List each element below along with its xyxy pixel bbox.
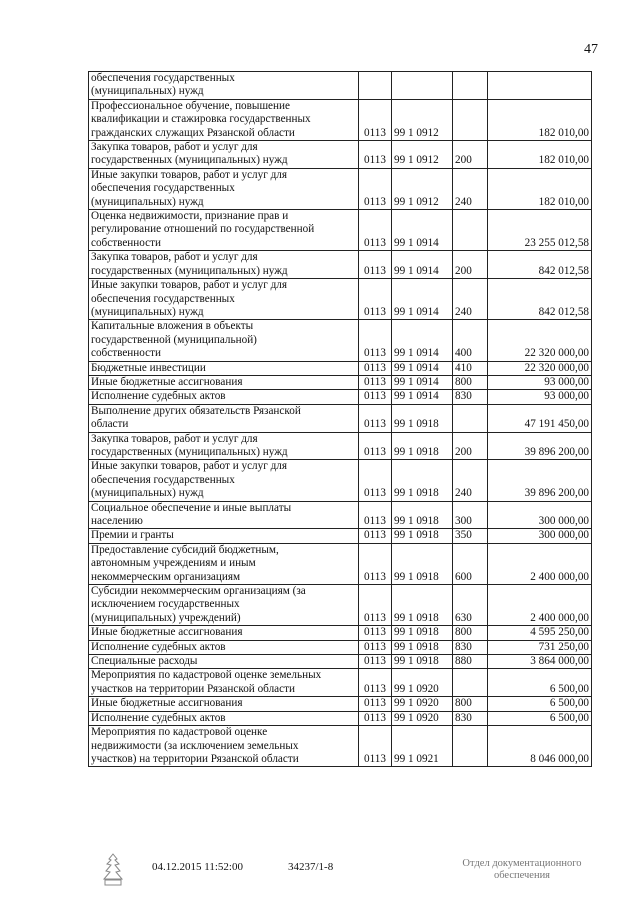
row-type: 830 bbox=[453, 390, 488, 404]
table-row bbox=[89, 460, 592, 501]
row-type: 600 bbox=[453, 543, 488, 584]
row-amount: 3 864 000,00 bbox=[488, 655, 592, 669]
row-section bbox=[359, 72, 392, 100]
row-name: Субсидии некоммерческим организациям (за исключением государственных (муниципальных) учреждений) bbox=[89, 585, 359, 626]
row-type bbox=[453, 72, 488, 100]
table-row bbox=[89, 655, 592, 669]
row-section: 0113 bbox=[359, 168, 392, 209]
row-section: 0113 bbox=[359, 726, 392, 767]
footer-department-stamp: Отдел документационного обеспечения bbox=[462, 858, 582, 881]
row-section: 0113 bbox=[359, 697, 392, 711]
row-name: Профессиональное обучение, повышение квалификации и стажировка государственных гражданских служащих Рязанской области bbox=[89, 99, 359, 140]
row-amount: 2 400 000,00 bbox=[488, 543, 592, 584]
row-section: 0113 bbox=[359, 432, 392, 460]
page-number: 47 bbox=[584, 42, 598, 57]
row-amount: 23 255 012,58 bbox=[488, 210, 592, 251]
row-type: 410 bbox=[453, 361, 488, 375]
row-section: 0113 bbox=[359, 543, 392, 584]
row-code: 99 1 0918 bbox=[392, 501, 453, 529]
table-row bbox=[89, 375, 592, 389]
row-name: Закупка товаров, работ и услуг для государственных (муниципальных) нужд bbox=[89, 141, 359, 169]
table-row bbox=[89, 320, 592, 361]
budget-table-body bbox=[89, 72, 592, 767]
table-row bbox=[89, 390, 592, 404]
table-row bbox=[89, 697, 592, 711]
row-code: 99 1 0914 bbox=[392, 361, 453, 375]
row-amount: 22 320 000,00 bbox=[488, 361, 592, 375]
row-name: Иные закупки товаров, работ и услуг для обеспечения государственных (муниципальных) нужд bbox=[89, 279, 359, 320]
row-section: 0113 bbox=[359, 460, 392, 501]
footer-datetime: 04.12.2015 11:52:00 bbox=[152, 861, 243, 873]
row-section: 0113 bbox=[359, 375, 392, 389]
row-section: 0113 bbox=[359, 210, 392, 251]
row-amount: 731 250,00 bbox=[488, 640, 592, 654]
row-type: 200 bbox=[453, 432, 488, 460]
row-code: 99 1 0914 bbox=[392, 320, 453, 361]
row-code: 99 1 0920 bbox=[392, 711, 453, 725]
row-amount: 2 400 000,00 bbox=[488, 585, 592, 626]
row-name: Закупка товаров, работ и услуг для государственных (муниципальных) нужд bbox=[89, 432, 359, 460]
row-section: 0113 bbox=[359, 711, 392, 725]
row-name: Премии и гранты bbox=[89, 529, 359, 543]
row-amount: 39 896 200,00 bbox=[488, 460, 592, 501]
row-name: Выполнение других обязательств Рязанской области bbox=[89, 404, 359, 432]
row-code: 99 1 0914 bbox=[392, 279, 453, 320]
row-type: 300 bbox=[453, 501, 488, 529]
row-amount: 182 010,00 bbox=[488, 141, 592, 169]
row-code: 99 1 0918 bbox=[392, 460, 453, 501]
row-name: Иные закупки товаров, работ и услуг для обеспечения государственных (муниципальных) нужд bbox=[89, 460, 359, 501]
row-amount: 182 010,00 bbox=[488, 168, 592, 209]
row-amount: 182 010,00 bbox=[488, 99, 592, 140]
row-amount: 93 000,00 bbox=[488, 375, 592, 389]
row-name: Закупка товаров, работ и услуг для государственных (муниципальных) нужд bbox=[89, 251, 359, 279]
row-type: 830 bbox=[453, 640, 488, 654]
row-amount: 300 000,00 bbox=[488, 529, 592, 543]
row-name: обеспечения государственных (муниципальных) нужд bbox=[89, 72, 359, 100]
row-amount: 6 500,00 bbox=[488, 697, 592, 711]
row-type bbox=[453, 404, 488, 432]
row-name: Исполнение судебных актов bbox=[89, 390, 359, 404]
row-amount: 300 000,00 bbox=[488, 501, 592, 529]
row-type: 880 bbox=[453, 655, 488, 669]
row-name: Социальное обеспечение и иные выплаты населению bbox=[89, 501, 359, 529]
row-code: 99 1 0920 bbox=[392, 697, 453, 711]
row-name: Мероприятия по кадастровой оценке земельных участков на территории Рязанской области bbox=[89, 669, 359, 697]
crest-icon bbox=[96, 852, 130, 888]
table-row bbox=[89, 640, 592, 654]
row-amount: 8 046 000,00 bbox=[488, 726, 592, 767]
row-section: 0113 bbox=[359, 626, 392, 640]
row-code: 99 1 0914 bbox=[392, 390, 453, 404]
row-code bbox=[392, 72, 453, 100]
table-row bbox=[89, 626, 592, 640]
row-amount: 6 500,00 bbox=[488, 711, 592, 725]
row-code: 99 1 0912 bbox=[392, 141, 453, 169]
row-amount: 93 000,00 bbox=[488, 390, 592, 404]
row-type: 830 bbox=[453, 711, 488, 725]
row-code: 99 1 0918 bbox=[392, 543, 453, 584]
row-amount: 842 012,58 bbox=[488, 279, 592, 320]
row-name: Специальные расходы bbox=[89, 655, 359, 669]
row-code: 99 1 0918 bbox=[392, 585, 453, 626]
row-section: 0113 bbox=[359, 141, 392, 169]
row-code: 99 1 0912 bbox=[392, 168, 453, 209]
row-code: 99 1 0914 bbox=[392, 210, 453, 251]
table-row bbox=[89, 141, 592, 169]
row-type bbox=[453, 726, 488, 767]
row-type: 240 bbox=[453, 168, 488, 209]
table-row bbox=[89, 251, 592, 279]
table-row bbox=[89, 404, 592, 432]
footer-doc-number: 34237/1-8 bbox=[288, 861, 334, 873]
row-code: 99 1 0918 bbox=[392, 626, 453, 640]
row-name: Капитальные вложения в объекты государственной (муниципальной) собственности bbox=[89, 320, 359, 361]
row-amount: 47 191 450,00 bbox=[488, 404, 592, 432]
row-section: 0113 bbox=[359, 640, 392, 654]
row-code: 99 1 0914 bbox=[392, 375, 453, 389]
table-row bbox=[89, 168, 592, 209]
row-code: 99 1 0921 bbox=[392, 726, 453, 767]
row-name: Иные бюджетные ассигнования bbox=[89, 697, 359, 711]
row-type: 800 bbox=[453, 626, 488, 640]
row-section: 0113 bbox=[359, 404, 392, 432]
row-type: 400 bbox=[453, 320, 488, 361]
row-type bbox=[453, 669, 488, 697]
table-row bbox=[89, 585, 592, 626]
row-section: 0113 bbox=[359, 99, 392, 140]
row-type: 350 bbox=[453, 529, 488, 543]
row-name: Иные закупки товаров, работ и услуг для обеспечения государственных (муниципальных) нужд bbox=[89, 168, 359, 209]
row-type: 800 bbox=[453, 697, 488, 711]
table-row bbox=[89, 543, 592, 584]
row-name: Исполнение судебных актов bbox=[89, 640, 359, 654]
table-row bbox=[89, 210, 592, 251]
table-row bbox=[89, 72, 592, 100]
row-name: Иные бюджетные ассигнования bbox=[89, 626, 359, 640]
row-section: 0113 bbox=[359, 529, 392, 543]
row-type bbox=[453, 210, 488, 251]
row-section: 0113 bbox=[359, 279, 392, 320]
table-row bbox=[89, 361, 592, 375]
row-name: Бюджетные инвестиции bbox=[89, 361, 359, 375]
table-row bbox=[89, 99, 592, 140]
row-section: 0113 bbox=[359, 585, 392, 626]
row-amount: 842 012,58 bbox=[488, 251, 592, 279]
row-name: Исполнение судебных актов bbox=[89, 711, 359, 725]
row-code: 99 1 0918 bbox=[392, 529, 453, 543]
row-section: 0113 bbox=[359, 390, 392, 404]
row-amount: 6 500,00 bbox=[488, 669, 592, 697]
row-code: 99 1 0914 bbox=[392, 251, 453, 279]
table-row bbox=[89, 501, 592, 529]
table-row bbox=[89, 279, 592, 320]
row-type: 630 bbox=[453, 585, 488, 626]
row-code: 99 1 0918 bbox=[392, 655, 453, 669]
row-type: 240 bbox=[453, 279, 488, 320]
table-row bbox=[89, 711, 592, 725]
row-code: 99 1 0912 bbox=[392, 99, 453, 140]
row-type: 800 bbox=[453, 375, 488, 389]
row-name: Оценка недвижимости, признание прав и регулирование отношений по государственной собственности bbox=[89, 210, 359, 251]
row-code: 99 1 0920 bbox=[392, 669, 453, 697]
row-code: 99 1 0918 bbox=[392, 404, 453, 432]
row-type: 200 bbox=[453, 141, 488, 169]
budget-table bbox=[88, 71, 592, 767]
row-amount bbox=[488, 72, 592, 100]
row-section: 0113 bbox=[359, 251, 392, 279]
row-type: 200 bbox=[453, 251, 488, 279]
row-section: 0113 bbox=[359, 669, 392, 697]
table-row bbox=[89, 529, 592, 543]
table-row bbox=[89, 432, 592, 460]
row-code: 99 1 0918 bbox=[392, 640, 453, 654]
row-name: Мероприятия по кадастровой оценке недвижимости (за исключением земельных участков) на территории Рязанской области bbox=[89, 726, 359, 767]
row-name: Иные бюджетные ассигнования bbox=[89, 375, 359, 389]
row-code: 99 1 0918 bbox=[392, 432, 453, 460]
table-row bbox=[89, 726, 592, 767]
row-amount: 4 595 250,00 bbox=[488, 626, 592, 640]
row-section: 0113 bbox=[359, 655, 392, 669]
row-section: 0113 bbox=[359, 361, 392, 375]
row-type bbox=[453, 99, 488, 140]
row-amount: 39 896 200,00 bbox=[488, 432, 592, 460]
row-name: Предоставление субсидий бюджетным, автономным учреждениям и иным некоммерческим организациям bbox=[89, 543, 359, 584]
row-amount: 22 320 000,00 bbox=[488, 320, 592, 361]
row-section: 0113 bbox=[359, 320, 392, 361]
row-section: 0113 bbox=[359, 501, 392, 529]
table-row bbox=[89, 669, 592, 697]
row-type: 240 bbox=[453, 460, 488, 501]
